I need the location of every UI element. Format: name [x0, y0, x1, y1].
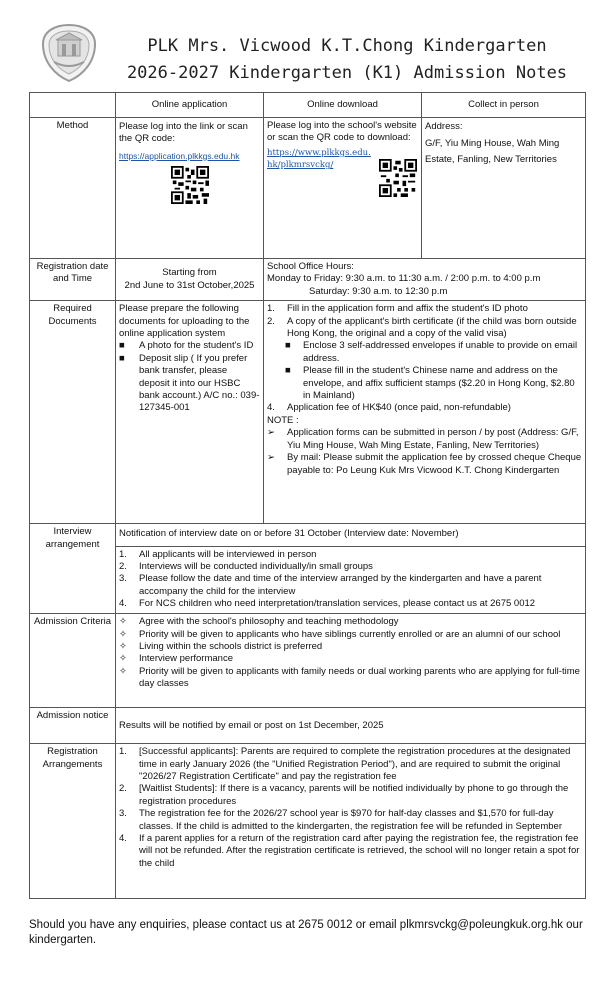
list-item: ➢ Application forms can be submitted in person / by post (Address: G/F, Yiu Ming House, Wah Ming Estate, Fanling, New Territories)	[267, 427, 579, 451]
criteria-label: Admission Criteria	[30, 614, 116, 708]
method-label: Method	[30, 118, 116, 259]
documents-online	[116, 301, 264, 524]
list-item: 4. Application fee of HK$40 (once paid, non-refundable)	[267, 402, 511, 414]
registration-dates-line2: 2nd June to 31st October,2025	[124, 279, 255, 291]
office-hours-saturday: Saturday: 9:30 a.m. to 12:30 p.m	[309, 285, 448, 297]
arrow-bullet-icon: ➢	[267, 452, 275, 464]
interview-notice: Notification of interview date on or before 31 October (Interview date: November)	[119, 528, 459, 540]
notice-text: Results will be notified by email or post on 1st December, 2025	[116, 708, 586, 744]
method-online-download	[264, 118, 422, 259]
col-header-online-download: Online download	[264, 93, 422, 118]
list-item: ✧ Priority will be given to applicants with family needs or dual working parents who are applying for full-time day classes	[119, 665, 580, 690]
list-item: ■ A photo for the student's ID	[119, 340, 254, 352]
bullet-square-icon: ■	[119, 340, 125, 352]
list-item: 1. Fill in the application form and affix the student's ID photo	[267, 303, 528, 315]
list-item: 1. [Successful applicants]: Parents are required to complete the registration procedures at the designated time in early January 2026 (the "Unified Registration Period"), and are required to submit the original "2026/27 Registration Certificate" and pay the registration fee	[119, 746, 571, 783]
office-hours-title: School Office Hours:	[267, 261, 354, 272]
list-item: 2. [Waitlist Students]: If there is a vacancy, parents will be notified individually by phone to go through the registration procedures	[119, 783, 569, 807]
list-item: 4. For NCS children who need interpretation/translation services, please contact us at 2675 0012	[119, 598, 536, 610]
qr-code-icon[interactable]	[171, 166, 209, 204]
footer-contact: Should you have any enquiries, please contact us at 2675 0012 or email plkmrsvckg@poleungkuk.org.hk our kindergarten.	[29, 919, 583, 946]
col-header-online-application: Online application	[116, 93, 264, 118]
arrangements-details	[116, 744, 586, 899]
document-title: 2026-2027 Kindergarten (K1) Admission Notes	[126, 63, 568, 83]
bullet-square-icon: ■	[285, 340, 291, 352]
list-item: 1. All applicants will be interviewed in person	[119, 548, 317, 560]
diamond-bullet-icon: ✧	[119, 628, 127, 640]
list-item: ■ Enclose 3 self-addressed envelopes if unable to provide on email address.	[285, 340, 578, 364]
note-label: NOTE :	[267, 414, 299, 426]
arrangements-label: Registration Arrangements	[30, 744, 116, 899]
diamond-bullet-icon: ✧	[119, 653, 127, 665]
bullet-square-icon: ■	[285, 365, 291, 377]
list-item: ✧ Agree with the school's philosophy and teaching methodology	[119, 616, 399, 628]
corner-cell	[30, 93, 116, 118]
school-name: PLK Mrs. Vicwood K.T.Chong Kindergarten	[147, 36, 547, 56]
registration-dates-line1: Starting from	[162, 267, 217, 279]
registration-dates	[116, 259, 264, 301]
list-item: ■ Deposit slip ( If you prefer bank transfer, please deposit it into our HSBC bank account.) A/C no.: 039-127345-001	[119, 352, 260, 414]
notice-label: Admission notice	[30, 708, 116, 744]
list-item: 2. A copy of the applicant's birth certificate (if the child was born outside Hong Kong, the original and a copy of the valid visa)	[267, 315, 577, 340]
collect-address-label: Address:	[425, 121, 463, 132]
diamond-bullet-icon: ✧	[119, 665, 127, 677]
collect-address: G/F, Yiu Ming House, Wah Ming Estate, Fanling, New Territories	[425, 138, 560, 166]
list-item: 3. Please follow the date and time of the interview arranged by the kindergarten and have a parent accompany the child for the interview	[119, 573, 542, 597]
arrow-bullet-icon: ➢	[267, 427, 275, 439]
online-app-link[interactable]: https://application.plkkgs.edu.hk	[119, 150, 240, 161]
qr-code-icon[interactable]	[379, 159, 417, 197]
criteria-row	[30, 614, 586, 708]
documents-online-intro: Please prepare the following documents for uploading to the online application system	[119, 303, 250, 340]
registration-row	[30, 259, 586, 301]
list-item: ✧ Interview performance	[119, 653, 233, 665]
list-item: ■ Please fill in the student's Chinese name and address on the envelope, and affix sufficient stamps ($2.20 in Hong Kong, $2.80 in Mainland)	[285, 365, 575, 402]
method-online-application	[116, 118, 264, 259]
download-link[interactable]: https://www.plkkgs.edu.hk/plkmrsvckg/	[267, 147, 371, 171]
school-crest-logo	[38, 22, 100, 84]
documents-label: Required Documents	[30, 301, 116, 524]
list-item: ➢ By mail: Please submit the application fee by crossed cheque Cheque payable to: Po Leung Kuk Mrs Vicwood K.T. Chong Kindergarten	[267, 452, 582, 476]
notice-row	[30, 708, 586, 744]
list-item: ✧ Priority will be given to applicants who have siblings currently enrolled or are an alumni of our school	[119, 628, 561, 640]
admission-table	[29, 92, 586, 899]
download-instructions: Please log into the school's website or scan the QR code to download:	[267, 120, 417, 144]
diamond-bullet-icon: ✧	[119, 641, 127, 653]
interview-row	[30, 524, 586, 614]
arrangements-row	[30, 744, 586, 899]
office-hours	[264, 259, 586, 301]
col-header-collect-in-person: Collect in person	[422, 93, 586, 118]
table-header-row	[30, 93, 586, 118]
documents-offline	[264, 301, 586, 524]
list-item: ✧ Living within the schools district is preferred	[119, 641, 323, 653]
documents-row	[30, 301, 586, 524]
list-item: 3. The registration fee for the 2026/27 school year is $970 for half-day classes and $1,570 for full-day classes. If the child is admitted to the kindergarten, the registration fee will be refunded in September	[119, 808, 562, 832]
list-item: 2. Interviews will be conducted individually/in small groups	[119, 561, 373, 573]
diamond-bullet-icon: ✧	[119, 616, 127, 628]
interview-details	[116, 524, 586, 614]
page-header	[28, 18, 584, 92]
criteria-details	[116, 614, 586, 708]
list-item: 4. If a parent applies for a return of the registration card after paying the registration fee, the registration fee will not be refunded. After the registration certificate is retrieved, the school will no longer retain a spot for the child	[119, 833, 580, 869]
registration-label: Registration date and Time	[30, 259, 116, 301]
online-app-instructions: Please log into the link or scan the QR code:	[119, 121, 248, 145]
bullet-square-icon: ■	[119, 352, 125, 364]
office-hours-weekday: Monday to Friday: 9:30 a.m. to 11:30 a.m. / 2:00 p.m. to 4:00 p.m	[267, 273, 541, 285]
method-row	[30, 118, 586, 259]
method-collect-in-person	[422, 118, 586, 259]
interview-label: Interview arrangement	[30, 524, 116, 614]
